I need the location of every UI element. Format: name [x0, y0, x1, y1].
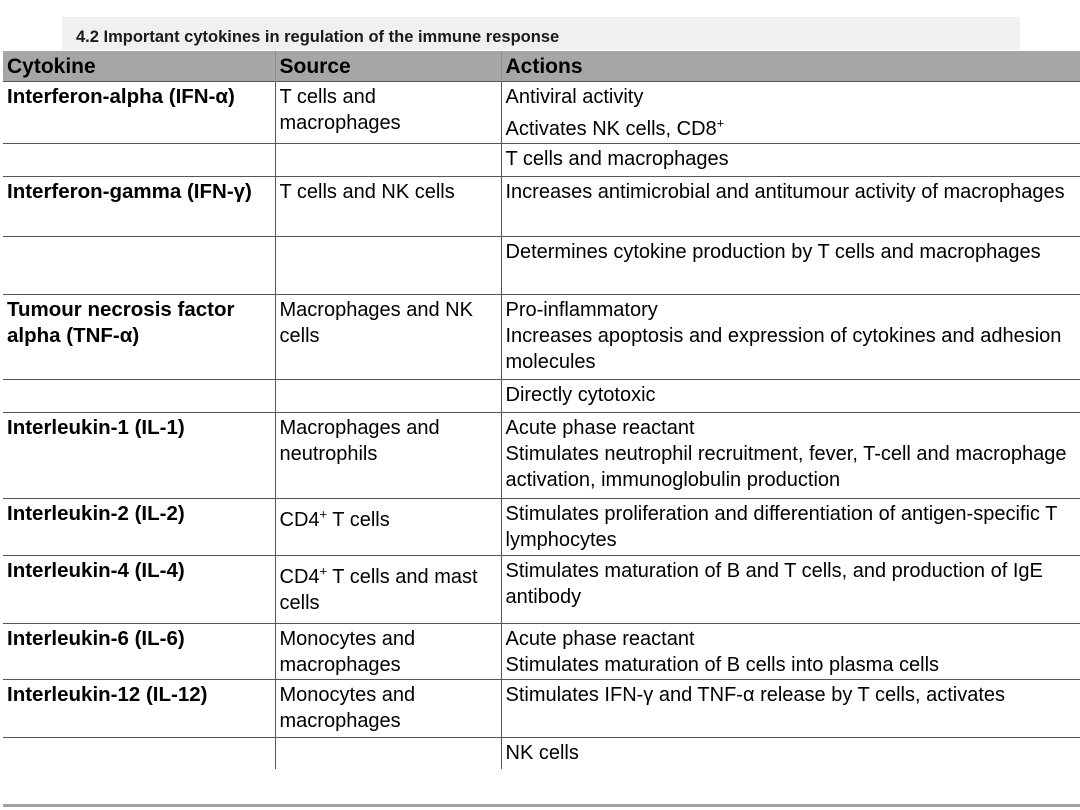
cytokine-cell [3, 237, 275, 295]
action-line: Directly cytotoxic [505, 384, 656, 406]
table-row [3, 237, 1080, 295]
source-text: CD4 [279, 566, 320, 588]
action-line: Pro-inflammatory [505, 299, 658, 321]
action-line: T cells and macrophages [505, 148, 729, 170]
action-line: Acute phase reactant [505, 628, 695, 650]
table-row [3, 499, 1080, 556]
action-line: Stimulates maturation of B and T cells, and production of IgE antibody [505, 560, 1043, 608]
cytokine-cell [3, 144, 275, 177]
source-cell: Macrophages and neutrophils [275, 413, 501, 499]
actions-cell [501, 380, 1080, 413]
source-text: CD4 [279, 509, 320, 531]
source-cell [275, 237, 501, 295]
source-text: T cells [327, 509, 390, 531]
superscript-plus: + [319, 506, 328, 522]
cytokine-cell: Interleukin-1 (IL-1) [3, 413, 275, 499]
source-cell [275, 738, 501, 769]
action-line: Stimulates proliferation and differentiation of antigen-specific T lymphocytes [505, 503, 1057, 551]
cytokine-cell [3, 380, 275, 413]
source-cell: T cells and macrophages [275, 82, 501, 144]
actions-cell [501, 738, 1080, 769]
superscript-plus: + [319, 563, 328, 579]
source-cell: T cells and NK cells [275, 177, 501, 237]
action-line: Antiviral activity [505, 86, 644, 108]
action-line: Stimulates IFN-γ and TNF-α release by T cells, activates [505, 684, 1006, 706]
table-row [3, 556, 1080, 624]
source-cell: Monocytes and macrophages [275, 680, 501, 738]
action-line: NK cells [505, 742, 579, 764]
cytokine-cell: Interleukin-4 (IL-4) [3, 556, 275, 624]
table-row [3, 177, 1080, 237]
action-line: Stimulates neutrophil recruitment, fever, T-cell and macrophage activation, immunoglobulin production [505, 443, 1067, 491]
actions-cell [501, 680, 1080, 738]
actions-cell [501, 237, 1080, 295]
cytokine-cell: Interferon-alpha (IFN-α) [3, 82, 275, 144]
table-row [3, 144, 1080, 177]
column-header-actions: Actions [501, 51, 1080, 82]
table-row [3, 680, 1080, 738]
actions-cell [501, 144, 1080, 177]
superscript-plus: + [716, 115, 725, 131]
cytokine-cell [3, 738, 275, 769]
actions-cell [501, 82, 1080, 144]
action-line: Increases apoptosis and expression of cytokines and adhesion molecules [505, 325, 1062, 373]
cytokine-table [3, 51, 1080, 769]
cytokine-cell: Interleukin-12 (IL-12) [3, 680, 275, 738]
column-header-cytokine: Cytokine [3, 51, 275, 82]
table-row [3, 82, 1080, 144]
header-row [3, 51, 1080, 82]
source-cell [275, 499, 501, 556]
action-line [506, 116, 1077, 142]
source-cell: Macrophages and NK cells [275, 295, 501, 380]
table-row [3, 295, 1080, 380]
actions-cell [501, 295, 1080, 380]
table-row [3, 738, 1080, 769]
table-row [3, 413, 1080, 499]
table-row [3, 380, 1080, 413]
cytokine-cell: Interleukin-2 (IL-2) [3, 499, 275, 556]
column-header-source: Source [275, 51, 501, 82]
source-cell [275, 556, 501, 624]
actions-cell [501, 624, 1080, 680]
table-title: 4.2 Important cytokines in regulation of the immune response [76, 28, 560, 46]
action-line: Increases antimicrobial and antitumour activity of macrophages [505, 181, 1065, 203]
cytokine-cell: Tumour necrosis factor alpha (TNF-α) [3, 295, 275, 380]
source-cell: Monocytes and macrophages [275, 624, 501, 680]
source-cell [275, 144, 501, 177]
source-text: T cells and mast cells [279, 566, 478, 614]
actions-cell [501, 556, 1080, 624]
actions-cell [501, 499, 1080, 556]
table-caption [62, 17, 1020, 50]
action-line: Determines cytokine production by T cells and macrophages [505, 241, 1041, 263]
actions-cell [501, 413, 1080, 499]
action-text: Activates NK cells, CD8 [505, 118, 717, 140]
cytokine-table-container [3, 51, 1080, 807]
actions-cell [501, 177, 1080, 237]
source-cell [275, 380, 501, 413]
cytokine-cell: Interferon-gamma (IFN-γ) [3, 177, 275, 237]
action-line: Acute phase reactant [505, 417, 695, 439]
cytokine-cell: Interleukin-6 (IL-6) [3, 624, 275, 680]
action-line: Stimulates maturation of B cells into plasma cells [505, 654, 940, 676]
table-row [3, 624, 1080, 680]
